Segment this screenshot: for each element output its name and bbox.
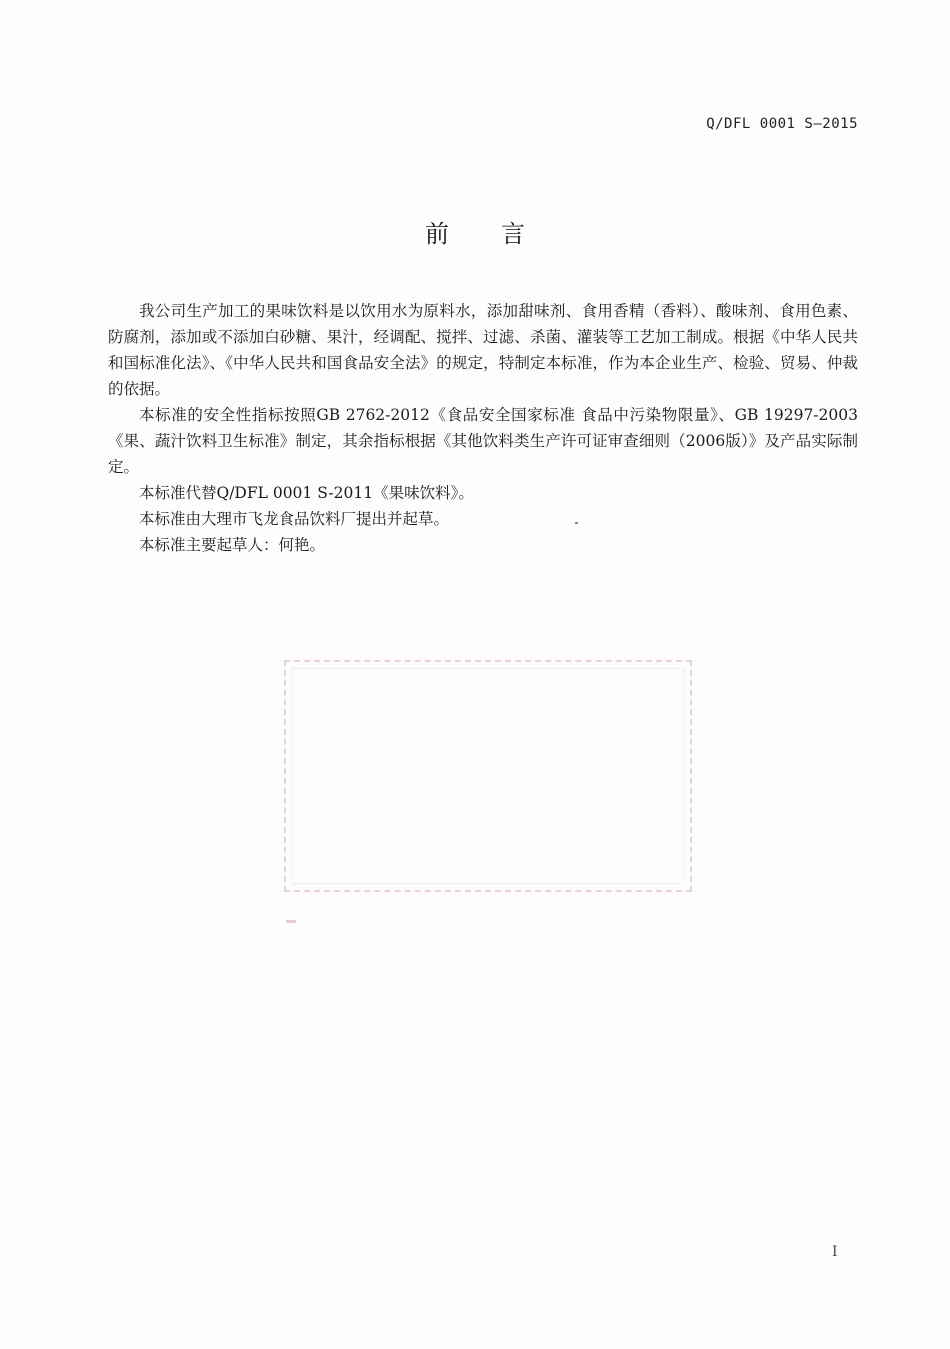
document-code: Q/DFL 0001 S—2015 [706,116,858,132]
paragraph-safety-indicators: 本标准的安全性指标按照GB 2762-2012《食品安全国家标准 食品中污染物限量》、GB 19297-2003《果、蔬汁饮料卫生标准》制定，其余指标根据《其他饮料类生产许可证审查细则（2006版）》及产品实际制定。 [108,406,858,476]
paragraph-replaces: 本标准代替Q/DFL 0001 S-2011《果味饮料》。 [139,484,474,502]
page-title: 前言 [425,220,577,248]
stamp-mark [286,920,296,923]
faded-stamp-box [284,660,692,892]
foreword-body [108,298,858,558]
page-number: I [832,1244,838,1260]
scan-speck [575,522,578,524]
paragraph-proposer: 本标准由大理市飞龙食品饮料厂提出并起草。 [139,510,450,528]
paragraph-production: 我公司生产加工的果味饮料是以饮用水为原料水，添加甜味剂、食用香精（香料）、酸味剂、食用色素、防腐剂，添加或不添加白砂糖、果汁，经调配、搅拌、过滤、杀菌、灌装等工艺加工制成。根据《中华人民共和国标准化法》、《中华人民共和国食品安全法》的规定，特制定本标准，作为本企业生产、检验、贸易、仲裁的依据。 [108,302,858,398]
paragraph-drafter: 本标准主要起草人：何艳。 [139,536,326,554]
